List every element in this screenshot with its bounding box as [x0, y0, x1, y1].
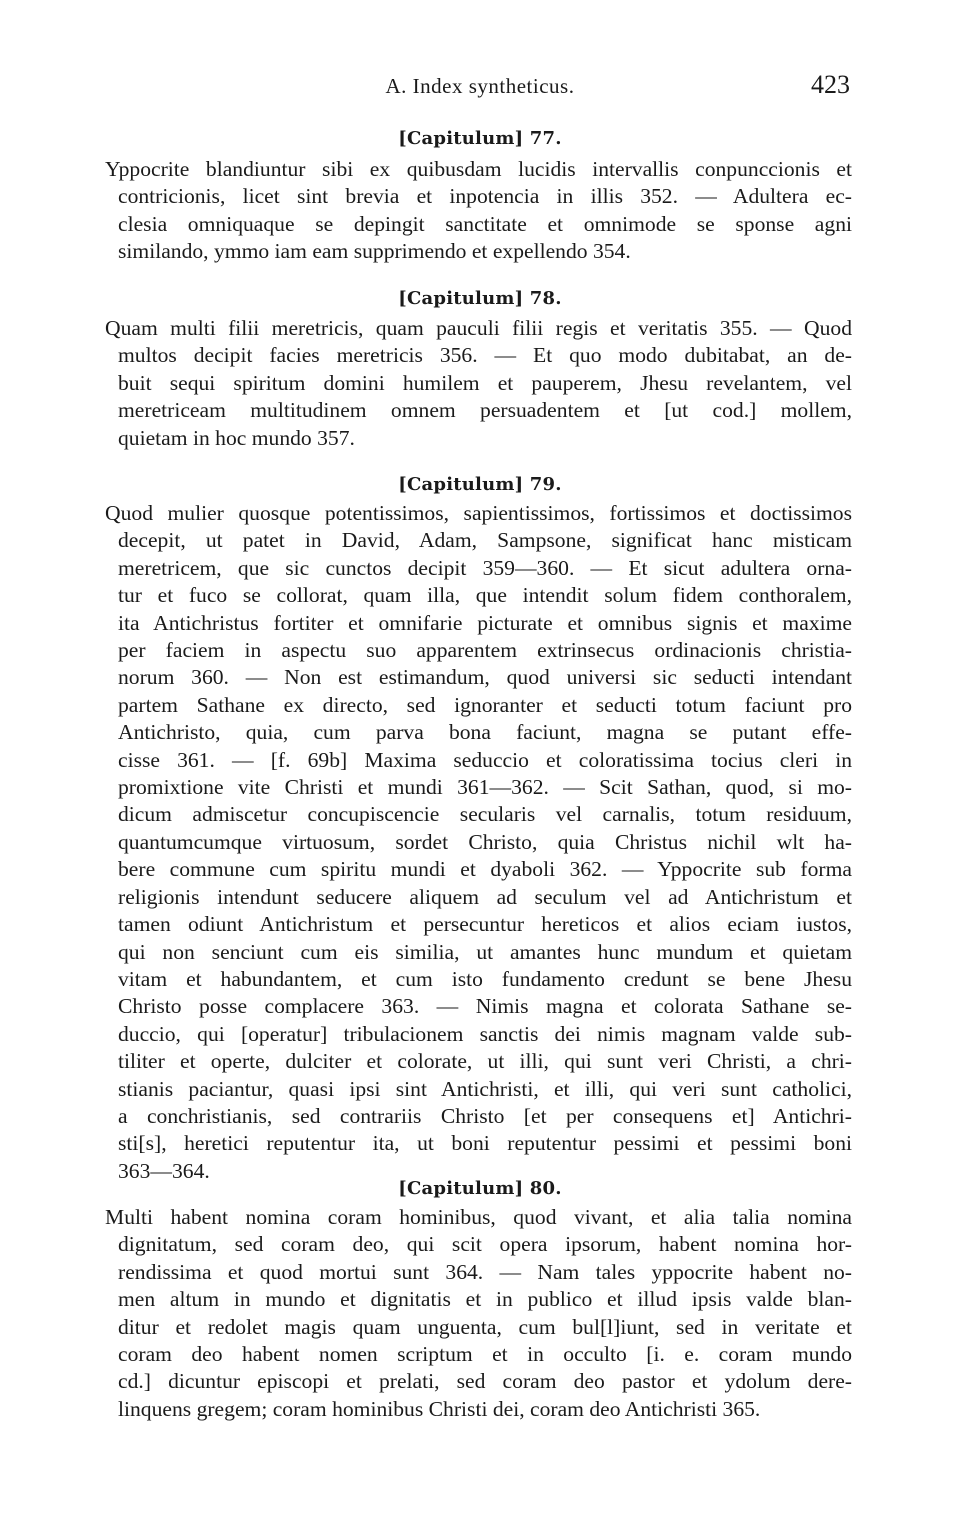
text-line: coram deo habent nomen scriptum et in occulto [i. e. coram mundo [118, 1342, 852, 1367]
text-line: sti[s], heretici reputentur ita, ut boni reputentur pessimi et pessimi boni [118, 1131, 852, 1156]
text-line: promixtione vite Christi et mundi 361—362. — Scit Sathan, quod, si mo- [118, 775, 852, 800]
text-line: meretriceam multitudinem omnem persuadentem et [ut cod.] mollem, [118, 398, 852, 423]
text-line: similando, ymmo iam eam supprimendo et expellendo 354. [118, 239, 631, 264]
chapter-text-78 [105, 315, 852, 452]
text-line: religionis intendunt seducere aliquem ad seculum vel ad Antichristum et [118, 884, 852, 909]
text-line: tamen odiunt Antichristum et persecuntur hereticos et alios eciam iustos, [118, 912, 852, 937]
text-line: tur et fuco se collorat, quam illa, que intendit solum fidem conthoralem, [118, 583, 852, 608]
text-line: cisse 361. — [f. 69b] Maxima seduccio et coloratissima tocius cleri in [118, 747, 852, 772]
text-line: dignitatum, sed coram deo, qui scit opera ipsorum, habent nomina hor- [118, 1232, 852, 1257]
text-line: Christo posse complacere 363. — Nimis magna et colorata Sathane se- [118, 994, 852, 1019]
text-line: contricionis, licet sint brevia et inpotencia in illis 352. — Adultera ec- [118, 184, 852, 209]
text-line: 363—364. [118, 1158, 210, 1183]
text-line: per faciem in aspectu suo apparentem extrinsecus ordinacionis christia- [118, 638, 852, 663]
text-line: vitam et habundantem, et cum isto fundamento credunt se bene Jhesu [118, 966, 852, 991]
running-title: A. Index syntheticus. [385, 74, 575, 98]
text-line: Quam multi filii meretricis, quam pauculi filii regis et veritatis 355. — Quod [105, 316, 852, 340]
text-line: stianis paciantur, quasi ipsi sint Antichristi, et illi, qui veri sunt catholici, [118, 1076, 852, 1101]
text-line: decepit, ut patet in David, Adam, Sampsone, significat hanc misticam [118, 528, 852, 553]
text-line: tiliter et operte, dulciter et colorate, ut illi, qui sunt veri Christi, a chri- [118, 1049, 852, 1074]
chapter-heading-77: [Capitulum] 77. [398, 128, 562, 149]
text-line: buit sequi spiritum domini humilem et pauperem, Jhesu revelantem, vel [118, 370, 852, 395]
text-line: Multi habent nomina coram hominibus, quod vivant, et alia talia nomina [105, 1205, 852, 1229]
text-line: Yppocrite blandiuntur sibi ex quibusdam lucidis intervallis conpunccionis et [105, 157, 852, 181]
text-line: ditur et redolet magis quam unguenta, cum bul[l]iunt, sed in veritate et [118, 1314, 852, 1339]
text-line: men altum in mundo et dignitatis et in publico et illud ipsis valde blan- [118, 1287, 852, 1312]
text-line: Quod mulier quosque potentissimos, sapientissimos, fortissimos et doctissimos [105, 501, 852, 525]
text-line: partem Sathane ex directo, sed ignoranter et seducti totum faciunt pro [118, 692, 852, 717]
text-line: bere commune cum spiritu mundi et dyaboli 362. — Yppocrite sub forma [118, 857, 852, 882]
chapter-heading-79: [Capitulum] 79. [398, 474, 562, 495]
text-line: a conchristianis, sed contrariis Christo [et per consequens et] Antichri- [118, 1103, 852, 1128]
chapter-text-77 [105, 156, 852, 266]
text-line: clesia omniquaque se depingit sanctitate et omnimode se sponse agni [118, 211, 852, 236]
chapter-text-79 [105, 500, 852, 1185]
chapter-text-80 [105, 1204, 852, 1423]
text-line: multos decipit facies meretricis 356. — Et quo modo dubitabat, an de- [118, 343, 852, 368]
text-line: meretricem, que sic cunctos decipit 359—360. — Et sicut adultera orna- [118, 555, 852, 580]
text-line: rendissima et quod mortui sunt 364. — Nam tales yppocrite habent no- [118, 1259, 852, 1284]
text-line: norum 360. — Non est estimandum, quod universi sic seducti intendant [118, 665, 852, 690]
text-line: qui non senciunt cum eis similia, ut amantes hunc mundum et quietam [118, 939, 852, 964]
chapter-heading-80: [Capitulum] 80. [398, 1178, 562, 1199]
text-line: quantumcumque virtuosum, sordet Christo, quia Christus nichil wlt ha- [118, 829, 852, 854]
page-number: 423 [811, 70, 850, 99]
running-head [0, 66, 960, 106]
chapter-heading-78: [Capitulum] 78. [398, 288, 562, 309]
text-line: linquens gregem; coram hominibus Christi dei, coram deo Antichristi 365. [118, 1396, 761, 1421]
text-line: duccio, qui [operatur] tribulacionem sanctis dei nimis magnam valde sub- [118, 1021, 852, 1046]
text-line: ita Antichristus fortiter et omnifarie picturate et omnibus signis et maxime [118, 610, 852, 635]
text-line: dicum admiscetur concupiscencie secularis vel carnalis, totum residuum, [118, 802, 852, 827]
text-line: quietam in hoc mundo 357. [118, 425, 355, 450]
text-line: cd.] dicuntur episcopi et prelati, sed coram deo pastor et ydolum dere- [118, 1369, 852, 1394]
text-line: Antichristo, quia, cum parva bona faciunt, magna se putant effe- [118, 720, 852, 745]
